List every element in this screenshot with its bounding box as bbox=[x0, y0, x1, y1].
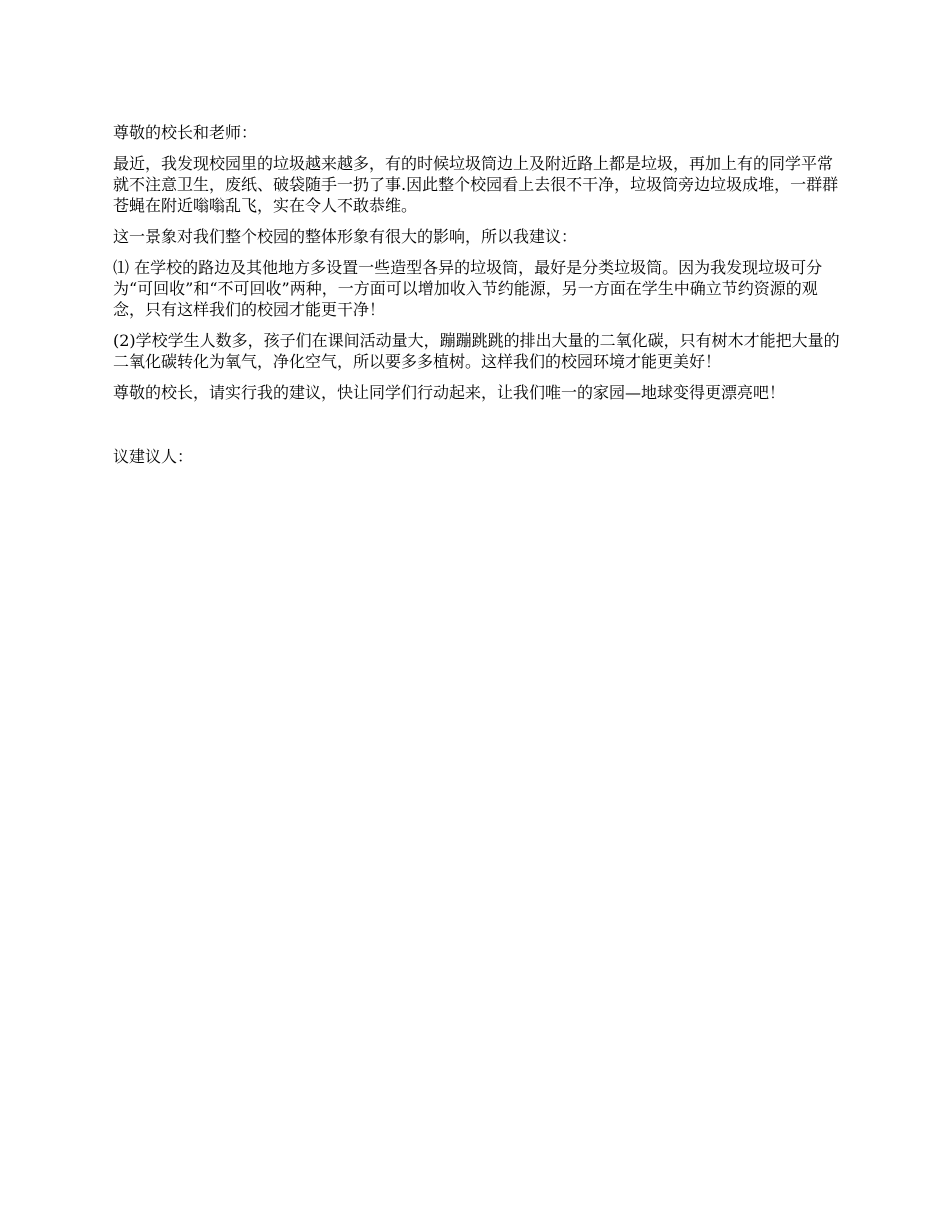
closing-paragraph: 尊敬的校长，请实行我的建议，快让同学们行动起来，让我们唯一的家园—地球变得更漂亮吧！ bbox=[113, 383, 786, 402]
signature-line: 议建议人： bbox=[113, 447, 194, 466]
paragraph-problem: 最近，我发现校园里的垃圾越来越多，有的时候垃圾筒边上及附近路上都是垃圾，再加上有的同学平常就不注意卫生，废纸、破袋随手一扔了事.因此整个校园看上去很不干净，垃圾筒旁边垃圾成堆，一群群苍蝇在附近嗡嗡乱飞，实在令人不敢恭维。 bbox=[113, 154, 839, 215]
letter-page bbox=[113, 122, 843, 477]
suggestion-two: (2)学校学生人数多，孩子们在课间活动量大，蹦蹦跳跳的排出大量的二氧化碳，只有树木才能把大量的二氧化碳转化为氧气，净化空气，所以要多多植树。这样我们的校园环境才能更美好！ bbox=[113, 331, 840, 371]
salutation: 尊敬的校长和老师： bbox=[113, 123, 258, 142]
paragraph-impact: 这一景象对我们整个校园的整体形象有很大的影响，所以我建议： bbox=[113, 227, 578, 246]
suggestion-one: ⑴ 在学校的路边及其他地方多设置一些造型各异的垃圾筒，最好是分类垃圾筒。因为我发现垃圾可分为“可回收”和“不可回收”两种，一方面可以增加收入节约能源，另一方面在学生中确立节约资源的观念，只有这样我们的校园才能更干净！ bbox=[113, 258, 823, 319]
